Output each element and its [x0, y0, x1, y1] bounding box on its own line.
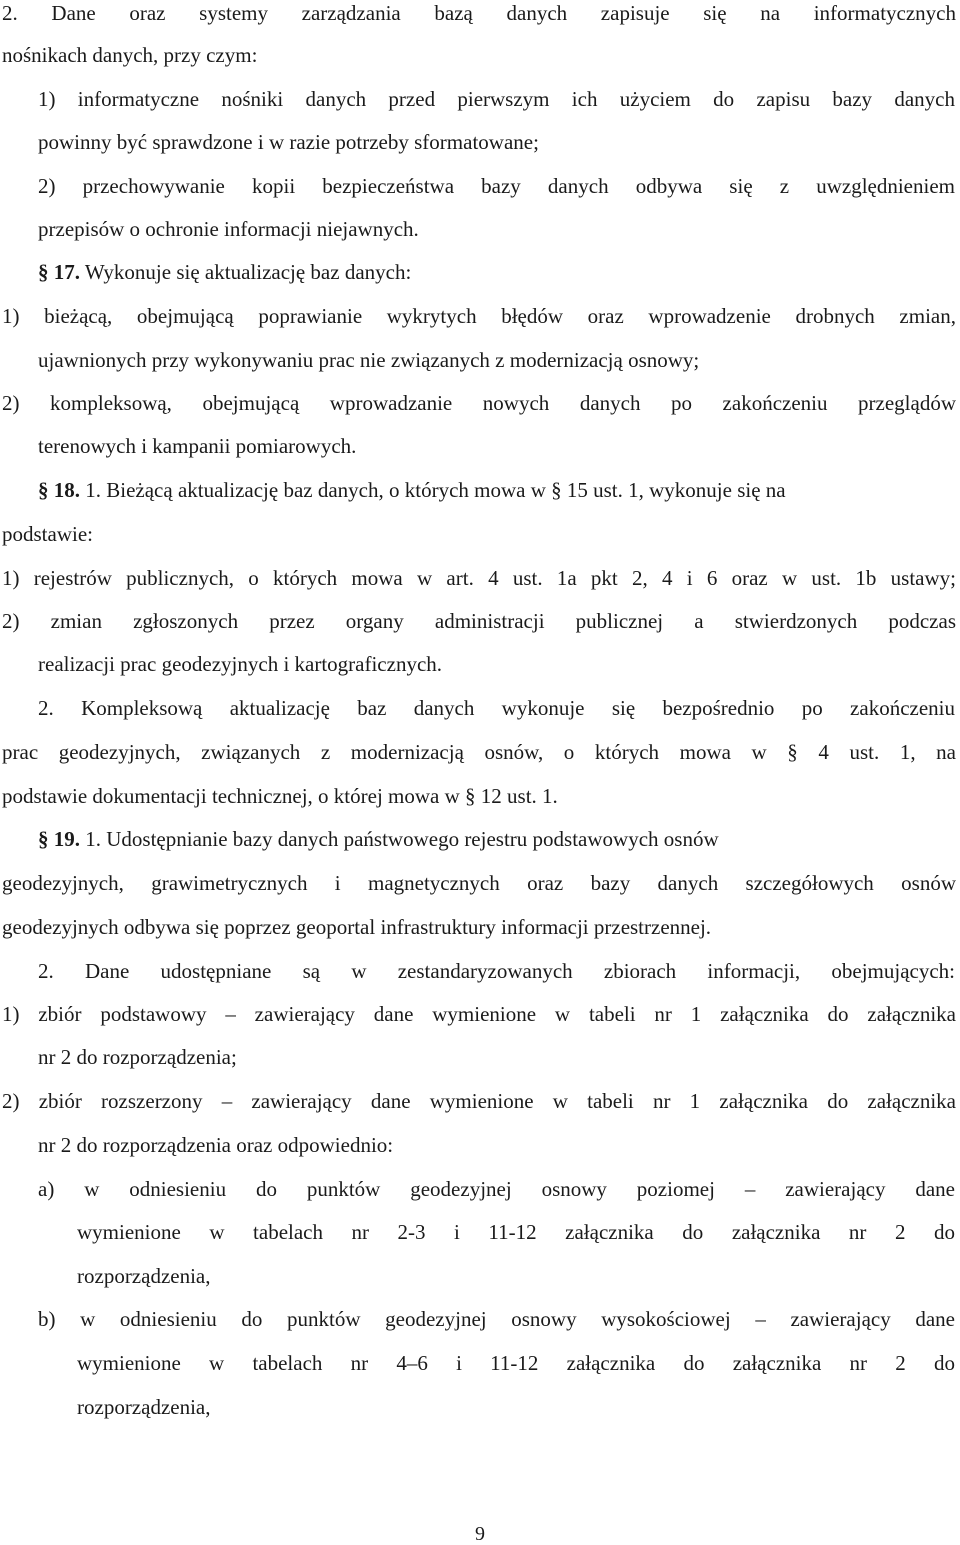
paragraph-line: podstawie: — [2, 522, 93, 546]
list-item-continuation: nr 2 do rozporządzenia oraz odpowiednio: — [38, 1133, 394, 1157]
sub-list-item-continuation: wymienione w tabelach nr 2-3 i 11-12 załącznika do załącznika nr 2 do — [77, 1220, 955, 1244]
list-item-continuation: powinny być sprawdzone i w razie potrzeby sformatowane; — [38, 130, 539, 154]
sub-list-item-continuation: wymienione w tabelach nr 4–6 i 11-12 załącznika do załącznika nr 2 do — [77, 1351, 955, 1375]
section-sign: § 17. — [38, 260, 80, 284]
list-item-continuation: ujawnionych przy wykonywaniu prac nie związanych z modernizacją osnowy; — [38, 348, 700, 372]
section-sign: § 18. — [38, 478, 80, 502]
list-item-continuation: terenowych i kampanii pomiarowych. — [38, 434, 357, 458]
list-item: 1) rejestrów publicznych, o których mowa w art. 4 ust. 1a pkt 2, 4 i 6 oraz w ust. 1b ustawy; — [2, 566, 956, 590]
page-number: 9 — [475, 1523, 485, 1545]
section-19-heading — [38, 826, 956, 852]
list-item-continuation: nr 2 do rozporządzenia; — [38, 1045, 237, 1069]
paragraph-line: 2. Dane udostępniane są w zestandaryzowanych zbiorach informacji, obejmujących: — [38, 959, 955, 983]
list-item: 2) przechowywanie kopii bezpieczeństwa bazy danych odbywa się z uwzględnieniem — [38, 174, 955, 198]
sub-list-item: a) w odniesieniu do punktów geodezyjnej osnowy poziomej – zawierający dane — [38, 1177, 955, 1201]
paragraph-line: geodezyjnych odbywa się poprzez geoportal infrastruktury informacji przestrzennej. — [2, 915, 712, 939]
section-text: 1. Udostępnianie bazy danych państwowego rejestru podstawowych osnów — [85, 827, 719, 851]
paragraph-line: podstawie dokumentacji technicznej, o której mowa w § 12 ust. 1. — [2, 784, 558, 808]
section-text: 1. Bieżącą aktualizację baz danych, o których mowa w § 15 ust. 1, wykonuje się na — [85, 478, 786, 502]
paragraph-line: 2. Kompleksową aktualizację baz danych wykonuje się bezpośrednio po zakończeniu — [38, 696, 955, 720]
list-item: 1) informatyczne nośniki danych przed pierwszym ich użyciem do zapisu bazy danych — [38, 87, 955, 111]
sub-list-item: b) w odniesieniu do punktów geodezyjnej osnowy wysokościowej – zawierający dane — [38, 1307, 955, 1331]
section-sign: § 19. — [38, 827, 80, 851]
paragraph-line: prac geodezyjnych, związanych z modernizacją osnów, o których mowa w § 4 ust. 1, na — [2, 740, 956, 764]
list-item: 2) zbiór rozszerzony – zawierający dane wymienione w tabeli nr 1 załącznika do załącznika — [2, 1089, 956, 1113]
paragraph-line: 2. Dane oraz systemy zarządzania bazą danych zapisuje się na informatycznych — [2, 1, 956, 25]
paragraph-line: geodezyjnych, grawimetrycznych i magnetycznych oraz bazy danych szczegółowych osnów — [2, 871, 956, 895]
sub-list-item-continuation: rozporządzenia, — [77, 1395, 211, 1419]
section-text: Wykonuje się aktualizację baz danych: — [84, 260, 412, 284]
list-item: 2) kompleksową, obejmującą wprowadzanie nowych danych po zakończeniu przeglądów — [2, 391, 956, 415]
list-item: 1) bieżącą, obejmującą poprawianie wykrytych błędów oraz wprowadzenie drobnych zmian, — [2, 304, 956, 328]
section-18-heading — [38, 477, 956, 503]
list-item-continuation: realizacji prac geodezyjnych i kartograficznych. — [38, 652, 443, 676]
list-item: 1) zbiór podstawowy – zawierający dane wymienione w tabeli nr 1 załącznika do załącznika — [2, 1002, 956, 1026]
list-item-continuation: przepisów o ochronie informacji niejawnych. — [38, 217, 419, 241]
list-item: 2) zmian zgłoszonych przez organy administracji publicznej a stwierdzonych podczas — [2, 609, 956, 633]
section-17-heading — [38, 259, 411, 285]
sub-list-item-continuation: rozporządzenia, — [77, 1264, 211, 1288]
paragraph-line: nośnikach danych, przy czym: — [2, 43, 258, 67]
